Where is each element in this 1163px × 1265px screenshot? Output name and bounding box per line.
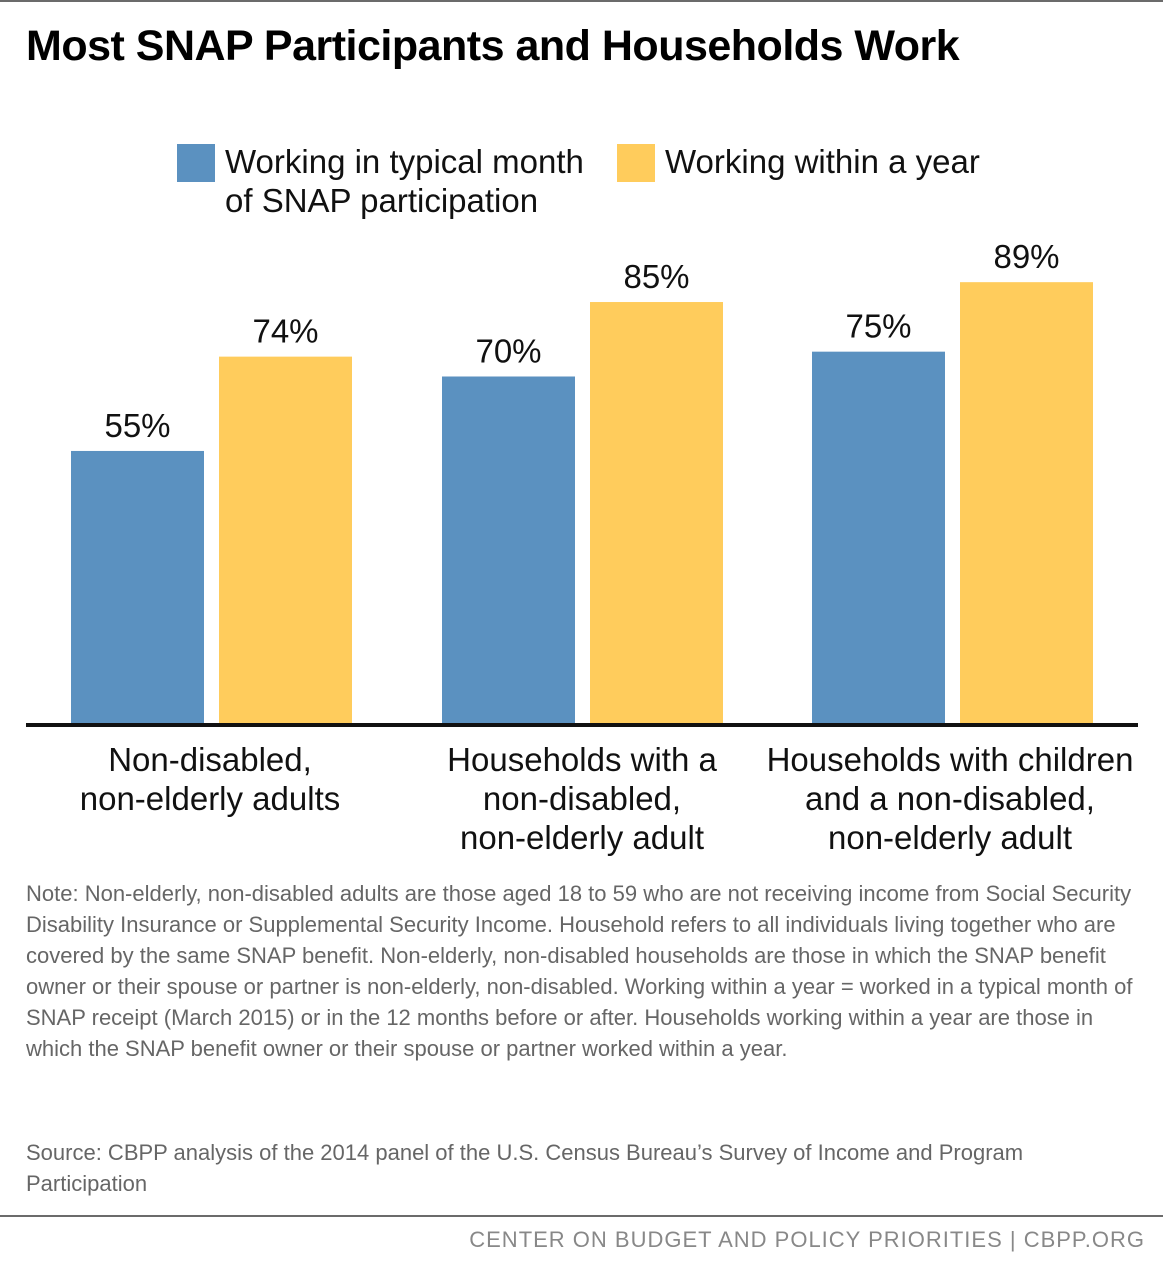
data-label-typical-month-households: 70% [475,332,542,370]
legend-label-within-year: Working within a year [665,143,980,180]
data-label-within-year-households: 85% [623,258,690,296]
bar-typical-month-households-children [812,352,945,724]
footer-credit: CENTER ON BUDGET AND POLICY PRIORITIES | CBPP.ORG [469,1227,1145,1252]
bar-typical-month-adults [71,451,204,724]
x-axis-line [26,723,1138,727]
category-label-households: Households with a non-disabled, non-elderly adult [447,741,717,856]
data-label-typical-month-households-children: 75% [845,307,912,345]
data-label-typical-month-adults: 55% [104,406,171,444]
bar-within-year-households-children [960,282,1093,724]
bar-typical-month-households [442,376,575,724]
category-label-adults: Non-disabled, non-elderly adults [79,741,341,817]
bar-within-year-households [590,302,723,724]
category-label-households-children: Households with children and a non-disabled, non-elderly adult [766,741,1134,856]
chart-note: Note: Non-elderly, non-disabled adults are those aged 18 to 59 who are not receiving income from Social Security Disability Insurance or Supplemental Security Income. Household refers to all individuals living together who are covered by the same SNAP benefit. Non-elderly, non-disabled households are those in which the SNAP benefit owner or their spouse or partner is non-elderly, non-disabled. Working within a year = worked in a typical month of SNAP receipt (March 2015) or in the 12 months before or after. Households working within a year are those in which the SNAP benefit owner or their spouse or partner worked within a year. [26,881,1133,1061]
data-label-within-year-adults: 74% [252,312,319,350]
chart-source: Source: CBPP analysis of the 2014 panel of the U.S. Census Bureau’s Survey of Income and Program Participation [26,1140,1024,1196]
chart-title: Most SNAP Participants and Households Work [26,22,960,70]
bottom-rule [0,1215,1163,1217]
data-label-within-year-households-children: 89% [993,238,1060,276]
bar-within-year-adults [219,357,352,724]
legend-label-typical-month: Working in typical month of SNAP participation [225,143,584,219]
